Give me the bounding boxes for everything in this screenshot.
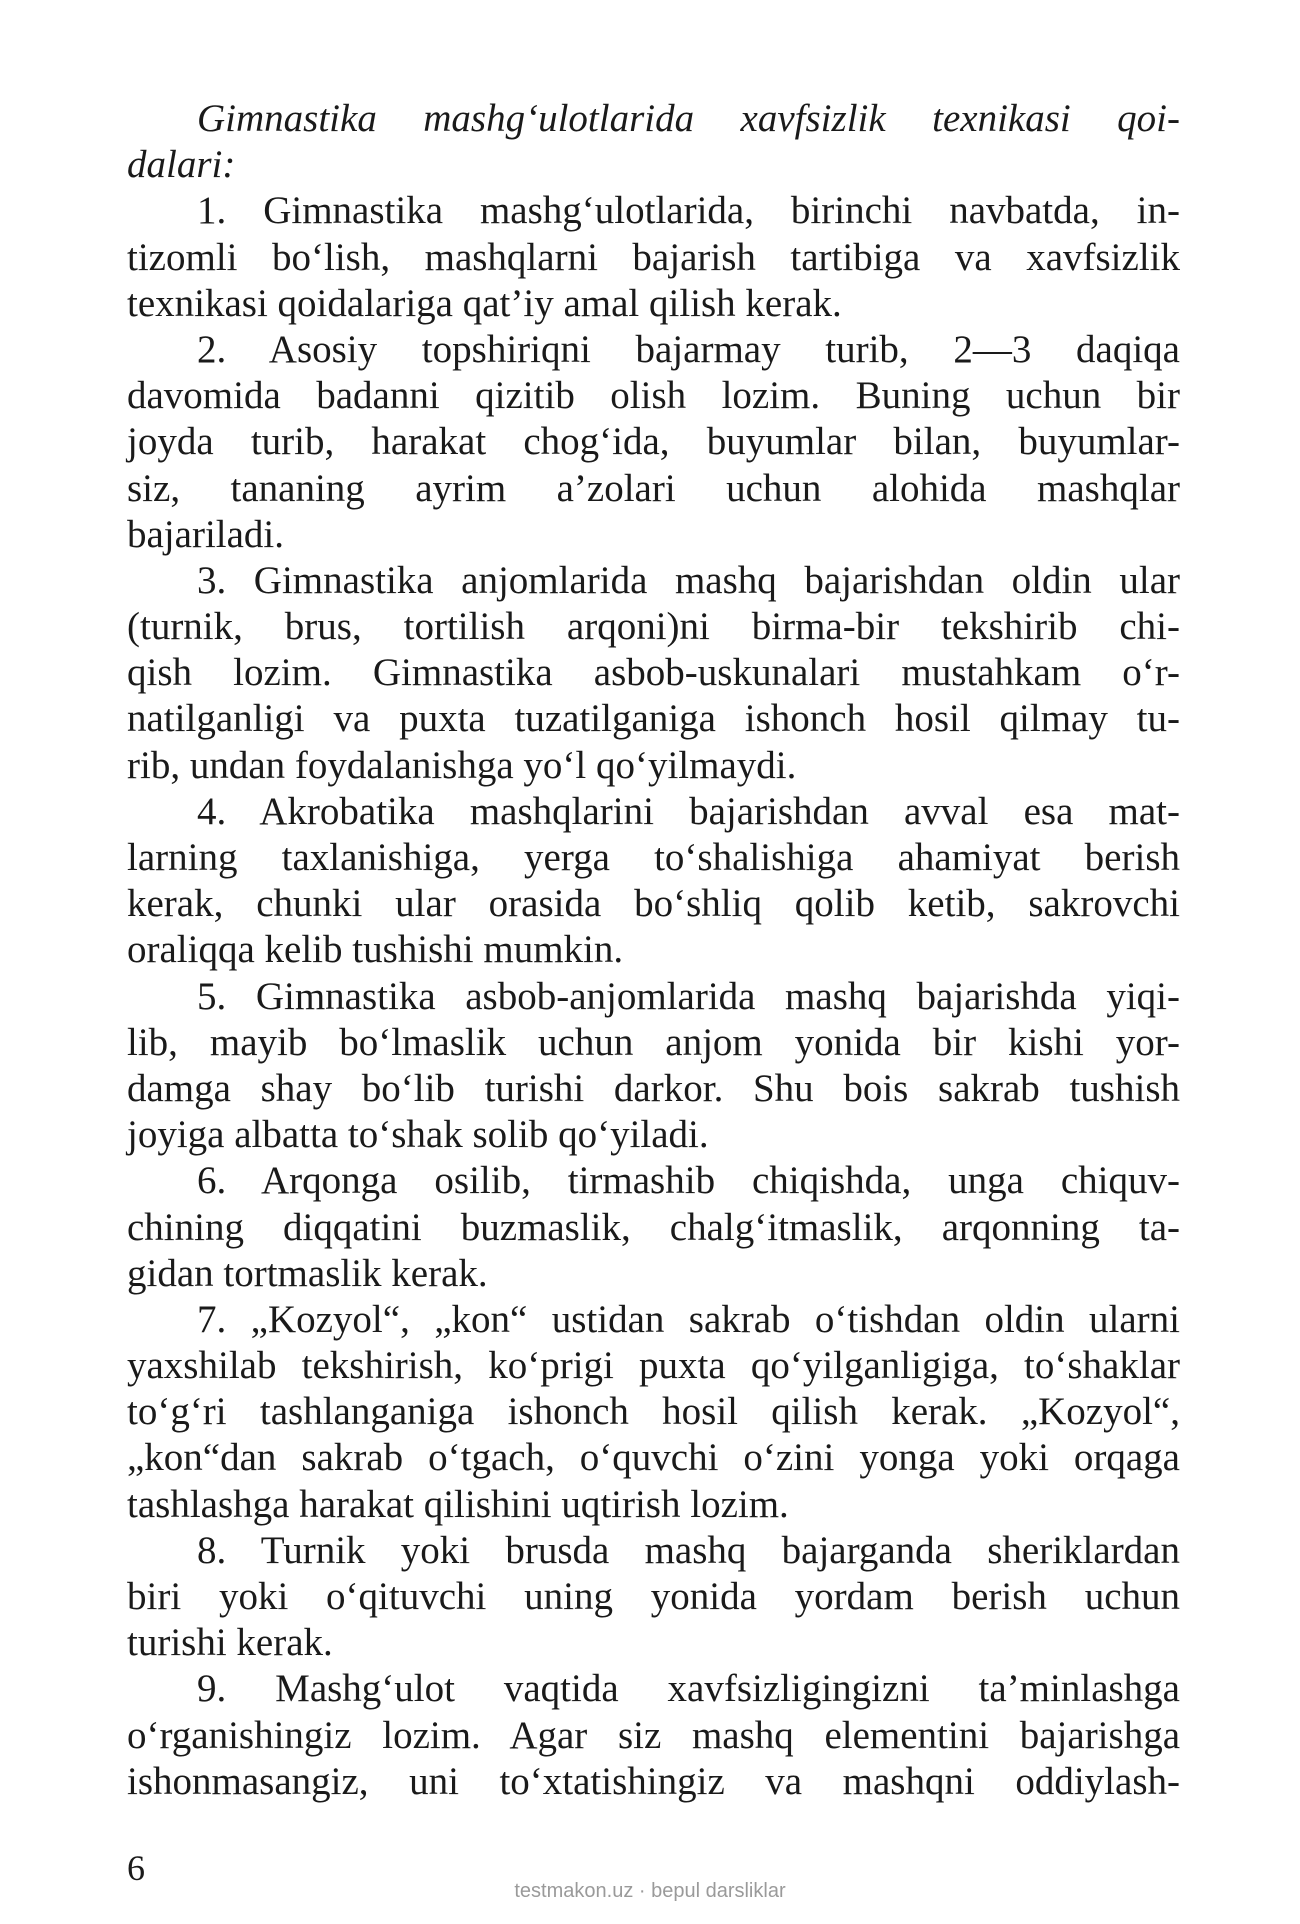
text-line: davomida badanni qizitib olish lozim. Buning uchun bir [127,374,1180,418]
text-line: bajariladi. [127,512,285,556]
text-line: biri yoki o‘qituvchi uning yonida yordam berish uchun [127,1575,1180,1618]
text-line: 9. Mashg‘ulot vaqtida xavfsizligingizni ta’minlashga [197,1667,1180,1711]
heading-line: dalari: [127,143,236,187]
text-line: „kon“dan sakrab o‘tgach, o‘quvchi o‘zini yonga yoki orqaga [127,1436,1180,1480]
text-line: natilganligi va puxta tuzatilganiga ishonch hosil qilmay tu- [127,697,1180,741]
text-line: 3. Gimnastika anjomlarida mashq bajarishdan oldin ular [197,558,1180,602]
text-line: (turnik, brus, tortilish arqoni)ni birma-bir tekshirib chi- [127,605,1180,649]
text-line: siz, tananing ayrim a’zolari uchun alohida mashqlar [127,466,1180,510]
text-line: ishonmasangiz, uni to‘xtatishingiz va mashqni oddiylash- [127,1759,1180,1803]
text-line: to‘g‘ri tashlanganiga ishonch hosil qilish kerak. „Kozyol“, [127,1390,1180,1434]
text-line: joyda turib, harakat chog‘ida, buyumlar bilan, buyumlar- [127,420,1180,464]
watermark-text: testmakon.uz · bepul darsliklar [514,1880,786,1902]
text-line: 8. Turnik yoki brusda mashq bajarganda sheriklardan [197,1528,1180,1572]
text-line: 1. Gimnastika mashg‘ulotlarida, birinchi navbatda, in- [197,189,1180,233]
text-line: turishi kerak. [127,1621,333,1665]
text-line: 2. Asosiy topshiriqni bajarmay turib, 2—3 daqiqa [197,327,1180,371]
text-line: 7. „Kozyol“, „kon“ ustidan sakrab o‘tishdan oldin ularni [197,1297,1180,1341]
text-line: oraliqqa kelib tushishi mumkin. [127,928,624,972]
text-line: tizomli bo‘lish, mashqlarni bajarish tartibiga va xavfsizlik [127,235,1180,279]
page-number: 6 [127,1848,145,1888]
text-line: chining diqqatini buzmaslik, chalg‘itmaslik, arqonning ta- [127,1205,1180,1249]
text-line: lib, mayib bo‘lmaslik uchun anjom yonida bir kishi yor- [127,1020,1180,1064]
text-line: rib, undan foydalanishga yo‘l qo‘yilmaydi. [127,743,797,787]
text-line: 6. Arqonga osilib, tirmashib chiqishda, unga chiquv- [197,1159,1180,1203]
text-line: joyiga albatta to‘shak solib qo‘yiladi. [127,1113,709,1157]
text-line: larning taxlanishiga, yerga to‘shalishiga ahamiyat berish [127,836,1180,879]
text-line: 4. Akrobatika mashqlarini bajarishdan avval esa mat- [197,789,1180,833]
text-line: 5. Gimnastika asbob-anjomlarida mashq bajarishda yiqi- [197,974,1180,1018]
text-line: damga shay bo‘lib turishi darkor. Shu bois sakrab tushish [127,1066,1180,1110]
text-line: tashlashga harakat qilishini uqtirish lozim. [127,1482,789,1526]
heading-line: Gimnastika mashg‘ulotlarida xavfsizlik texnikasi qoi- [197,97,1180,140]
text-line: yaxshilab tekshirish, ko‘prigi puxta qo‘yilganligiga, to‘shaklar [127,1344,1180,1388]
text-line: texnikasi qoidalariga qat’iy amal qilish kerak. [127,281,842,325]
rules-list [127,188,1180,1805]
text-line: gidan tortmaslik kerak. [127,1251,488,1295]
text-line: kerak, chunki ular orasida bo‘shliq qolib ketib, sakrovchi [127,882,1180,926]
text-line: qish lozim. Gimnastika asbob-uskunalari mustahkam o‘r- [127,651,1180,695]
section-heading [127,96,1180,188]
document-page [127,96,1180,1805]
text-line: o‘rganishingiz lozim. Agar siz mashq elementini bajarishga [127,1713,1180,1757]
